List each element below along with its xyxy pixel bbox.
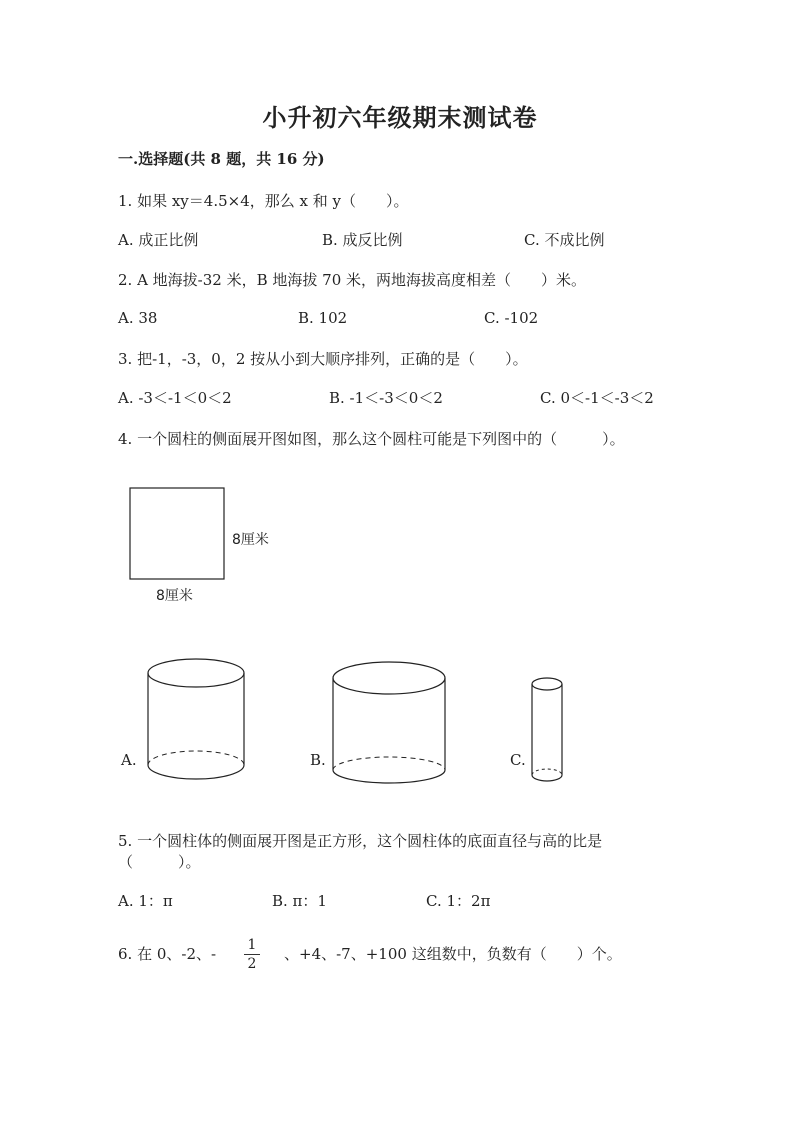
q5-option-b: B. π：1	[272, 892, 327, 910]
q5-option-c: C. 1：2π	[426, 892, 491, 910]
q4-option-b: B.	[310, 751, 326, 769]
q3-option-b: B. -1＜-3＜0＜2	[329, 389, 443, 407]
question-5-line-1: 5. 一个圆柱体的侧面展开图是正方形，这个圆柱体的底面直径与高的比是	[118, 832, 603, 850]
fraction-numerator: 1	[247, 937, 257, 953]
q3-option-c: C. 0＜-1＜-3＜2	[540, 389, 654, 407]
square-side-label: 8厘米	[232, 532, 269, 548]
q1-option-a: A. 成正比例	[118, 231, 199, 249]
fraction-denominator: 2	[247, 956, 257, 972]
q1-option-b: B. 成反比例	[322, 231, 403, 249]
q4-option-a: A.	[121, 751, 137, 769]
question-6-end: 、+4、-7、+100 这组数中，负数有（ ）个。	[284, 945, 622, 963]
q1-option-c: C. 不成比例	[524, 231, 605, 249]
square-bottom-label: 8厘米	[156, 588, 193, 604]
q2-option-c: C. -102	[484, 309, 539, 327]
q3-option-a: A. -3＜-1＜0＜2	[118, 389, 232, 407]
q4-option-c: C.	[510, 751, 526, 769]
fraction-one-half	[244, 937, 260, 972]
question-3: 3. 把-1，-3，0，2 按从小到大顺序排列，正确的是（ ）。	[118, 350, 528, 368]
question-6-start: 6. 在 0、-2、-	[118, 945, 217, 963]
question-4: 4. 一个圆柱的侧面展开图如图，那么这个圆柱可能是下列图中的（ ）。	[118, 430, 625, 448]
q5-option-a: A. 1：π	[118, 892, 173, 910]
section-heading: 一.选择题(共 8 题，共 16 分)	[118, 150, 325, 168]
q2-option-b: B. 102	[298, 309, 348, 327]
question-5-line-2: （ ）。	[118, 853, 201, 871]
q2-option-a: A. 38	[118, 309, 158, 327]
question-1: 1. 如果 xy＝4.5×4，那么 x 和 y（ ）。	[118, 192, 409, 210]
page-title: 小升初六年级期末测试卷	[262, 103, 538, 132]
fraction-bar	[244, 954, 260, 955]
question-2: 2. A 地海拔-32 米，B 地海拔 70 米，两地海拔高度相差（ ）米。	[118, 271, 587, 289]
